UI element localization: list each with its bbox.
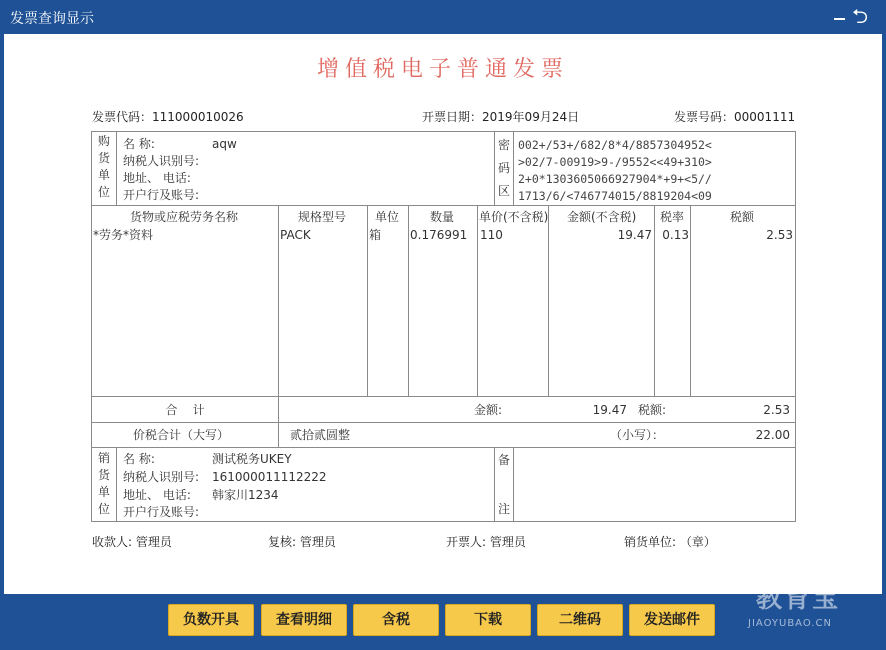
grid-line [116, 447, 117, 522]
header-unit: 单位 [375, 210, 400, 224]
grid-line [548, 205, 549, 397]
invoice-date-label: 开票日期： [422, 110, 483, 124]
grid-line [494, 447, 495, 522]
qrcode-button[interactable]: 二维码 [537, 604, 623, 636]
total-amount-value: 19.47 [592, 403, 627, 417]
seller-address-label: 地址、 电话: [123, 488, 191, 502]
window-title: 发票查询显示 [10, 11, 94, 27]
buyer-bank-label: 开户行及账号: [123, 188, 200, 202]
invoice-number [674, 108, 795, 125]
send-email-button[interactable]: 发送邮件 [629, 604, 715, 636]
remark-label-2: 注 [497, 502, 510, 516]
item-spec: PACK [280, 228, 311, 242]
seller-taxid-value: 161000011112222 [212, 470, 327, 484]
invoice-code [92, 108, 244, 125]
grid-line [278, 205, 279, 448]
invoice-date [422, 108, 579, 125]
buyer-name-value: aqw [212, 137, 237, 151]
grid-line [91, 521, 795, 522]
invoice-number-value: 00001111 [734, 110, 796, 124]
seller-taxid-label: 纳税人识别号: [123, 470, 200, 484]
total-tax-value: 2.53 [763, 403, 790, 417]
drawer-label: 开票人: [446, 535, 487, 549]
seller-unit-value: （章） [679, 535, 716, 549]
header-price: 单价(不含税) [479, 210, 549, 224]
header-rate: 税率 [660, 210, 685, 224]
invoice-code-value: 111000010026 [152, 110, 244, 124]
cipher-line: 1713/6/<746774015/8819204<09 [518, 189, 712, 203]
item-unit: 箱 [369, 228, 382, 242]
cipher-label-2: 码 [497, 161, 510, 175]
grid-line [91, 447, 795, 448]
invoice-code-label: 发票代码： [92, 110, 153, 124]
view-details-button[interactable]: 查看明细 [261, 604, 347, 636]
negative-invoice-button[interactable]: 负数开具 [168, 604, 254, 636]
header-qty: 数量 [430, 210, 455, 224]
grid-line [513, 131, 514, 206]
total-amount-label: 金额: [474, 403, 503, 417]
seller-label-2: 货 [97, 468, 110, 482]
grid-line [477, 205, 478, 397]
seller-name-value: 测试税务UKEY [212, 452, 292, 466]
item-amount: 19.47 [617, 228, 652, 242]
invoice-number-label: 发票号码： [674, 110, 735, 124]
grand-total-small-label: （小写）： [610, 428, 665, 442]
header-spec: 规格型号 [298, 210, 347, 224]
total-label: 合 计 [165, 403, 205, 417]
header-tax: 税额 [730, 210, 755, 224]
cipher-line: 002+/53+/682/8*4/8857304952< [518, 138, 712, 152]
seller-label-3: 单 [97, 485, 110, 499]
grid-line [91, 422, 795, 423]
back-icon[interactable]: ⮌ [852, 4, 869, 28]
grid-line [690, 205, 691, 397]
frame-left [0, 34, 4, 594]
buyer-name-label: 名 称: [123, 137, 155, 151]
seller-bank-label: 开户行及账号: [123, 505, 200, 519]
watermark-url: JIAOYUBAO.CN [748, 618, 832, 629]
seller-unit [624, 533, 716, 550]
cipher-line: >02/7-00919>9-/9552<<49+310> [518, 155, 712, 169]
grand-total-words: 贰拾贰圆整 [290, 428, 351, 442]
buyer-label-1: 购 [97, 134, 110, 148]
header-amount: 金额(不含税) [567, 210, 637, 224]
remark-label-1: 备 [497, 453, 510, 467]
grid-line [795, 131, 796, 522]
total-tax-label: 税额: [638, 403, 667, 417]
item-rate: 0.13 [662, 228, 689, 242]
cipher-label-3: 区 [497, 184, 510, 198]
tax-included-button[interactable]: 含税 [353, 604, 439, 636]
invoice-title: 增值税电子普通发票 [316, 57, 569, 82]
payee [92, 533, 172, 550]
buyer-address-label: 地址、 电话: [123, 171, 191, 185]
seller-label-1: 销 [97, 451, 110, 465]
buyer-taxid-label: 纳税人识别号: [123, 154, 200, 168]
grid-line [408, 205, 409, 397]
seller-unit-label: 销货单位: [624, 535, 677, 549]
header-item-name: 货物或应税劳务名称 [130, 210, 239, 224]
frame-right [882, 34, 886, 594]
grid-line [367, 205, 368, 397]
download-button[interactable]: 下载 [445, 604, 531, 636]
cipher-area [518, 137, 712, 205]
watermark-logo: 教育宝 [756, 584, 841, 614]
buyer-label-4: 位 [97, 185, 110, 199]
grid-line [513, 447, 514, 522]
reviewer-value: 管理员 [299, 535, 336, 549]
grid-line [116, 131, 117, 206]
grand-total-small-value: 22.00 [755, 428, 790, 442]
payee-value: 管理员 [135, 535, 172, 549]
title-bar [0, 0, 886, 34]
seller-address-value: 韩家川1234 [212, 488, 279, 502]
item-qty: 0.176991 [410, 228, 468, 242]
buyer-label-3: 单 [97, 168, 110, 182]
payee-label: 收款人: [92, 535, 133, 549]
seller-label-4: 位 [97, 502, 110, 516]
grid-line [494, 131, 495, 206]
grid-line [654, 205, 655, 397]
item-price: 110 [480, 228, 503, 242]
minimize-icon[interactable] [832, 6, 848, 26]
drawer-value: 管理员 [489, 535, 526, 549]
grid-line [91, 131, 92, 522]
invoice-date-value: 2019年09月24日 [482, 110, 580, 124]
cipher-line: 2+0*1303605066927904*+9+<5// [518, 172, 712, 186]
seller-name-label: 名 称: [123, 452, 155, 466]
item-name: *劳务*资料 [93, 228, 154, 242]
item-tax: 2.53 [766, 228, 793, 242]
reviewer-label: 复核: [268, 535, 297, 549]
buyer-label-2: 货 [97, 151, 110, 165]
grid-line [91, 131, 795, 132]
cipher-label-1: 密 [497, 138, 510, 152]
grand-total-label: 价税合计（大写） [133, 428, 230, 442]
drawer [446, 533, 526, 550]
reviewer [268, 533, 336, 550]
